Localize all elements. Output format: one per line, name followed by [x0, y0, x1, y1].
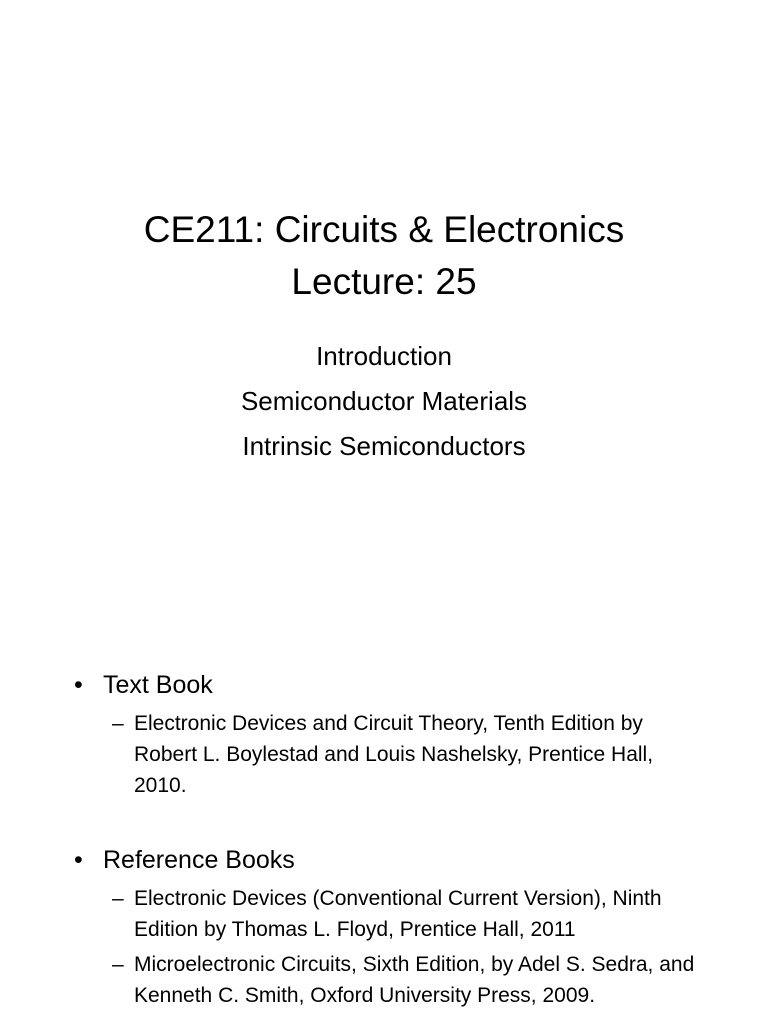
books-slide [0, 577, 768, 1024]
dash-icon: – [112, 887, 124, 910]
dash-icon: – [112, 712, 124, 735]
course-title: CE211: Circuits & Electronics [143, 209, 625, 250]
reference-book-entry: Electronic Devices (Conventional Current Version), Ninth Edition by Thomas L. Floyd, Prentice Hall, 2011 [134, 887, 662, 941]
text-book-heading [74, 669, 714, 701]
text-book-entry: Electronic Devices and Circuit Theory, Tenth Edition by Robert L. Boylestad and Louis Nashelsky, Prentice Hall, 2010. [134, 712, 654, 797]
text-book-label: Text Book [103, 671, 213, 699]
topic-item: Intrinsic Semiconductors [242, 431, 526, 461]
reference-books-heading [74, 844, 714, 876]
reference-book-item [112, 883, 702, 945]
topic-item: Semiconductor Materials [240, 386, 528, 416]
reference-book-item [112, 949, 702, 1011]
topic-list [0, 334, 768, 469]
lecture-number: Lecture: 25 [291, 261, 477, 302]
reference-books-label: Reference Books [103, 846, 295, 874]
bullet-icon: • [74, 671, 83, 699]
topic-item: Introduction [316, 341, 452, 371]
bullet-icon: • [74, 846, 83, 874]
slide-title [0, 204, 768, 308]
dash-icon: – [112, 953, 124, 976]
text-book-item [112, 708, 702, 801]
reference-book-entry: Microelectronic Circuits, Sixth Edition, by Adel S. Sedra, and Kenneth C. Smith, Oxford University Press, 2009. [134, 953, 695, 1007]
